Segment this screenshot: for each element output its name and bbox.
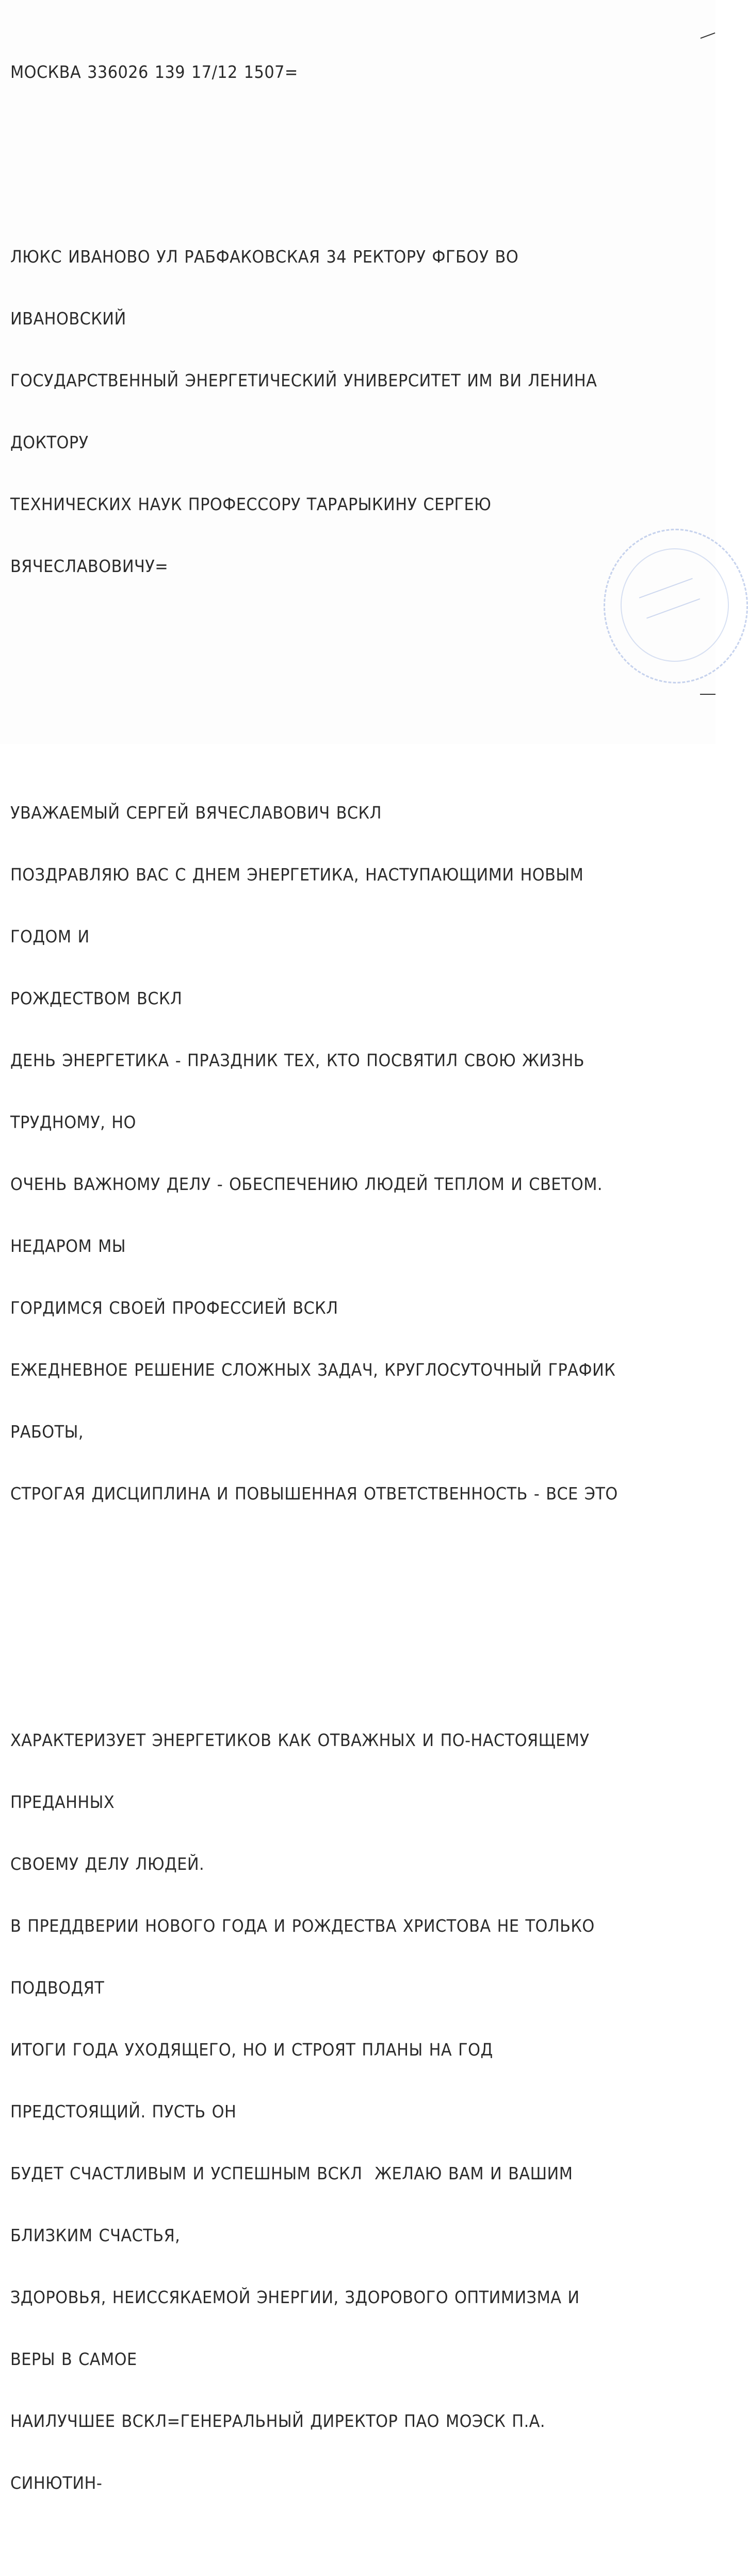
address-line: ВЯЧЕСЛАВОВИЧУ= <box>10 556 169 576</box>
message-body-part1 <box>10 761 648 1545</box>
message-line: ОЧЕНЬ ВАЖНОМУ ДЕЛУ - ОБЕСПЕЧЕНИЮ ЛЮДЕЙ ТЕПЛОМ И СВЕТОМ. <box>10 1174 603 1194</box>
blank-line <box>10 1607 648 1627</box>
address-line: ЛЮКС ИВАНОВО УЛ РАБФАКОВСКАЯ 34 РЕКТОРУ ФГБОУ ВО <box>10 247 519 267</box>
message-line: ПРЕДСТОЯЩИЙ. ПУСТЬ ОН <box>10 2101 237 2122</box>
message-line: ПРЕДАННЫХ <box>10 1792 115 1812</box>
telegram-text <box>10 21 648 2576</box>
message-line: ПОЗДРАВЛЯЮ ВАС С ДНЕМ ЭНЕРГЕТИКА, НАСТУПАЮЩИМИ НОВЫМ <box>10 865 584 885</box>
message-line: РАБОТЫ, <box>10 1422 84 1442</box>
telegram-header: МОСКВА 336026 139 17/12 1507= <box>10 62 298 82</box>
address-line: ДОКТОРУ <box>10 432 89 452</box>
message-line: БЛИЗКИМ СЧАСТЬЯ, <box>10 2225 181 2245</box>
message-line: ДЕНЬ ЭНЕРГЕТИКА - ПРАЗДНИК ТЕХ, КТО ПОСВЯТИЛ СВОЮ ЖИЗНЬ <box>10 1050 585 1070</box>
address-line: ИВАНОВСКИЙ <box>10 308 126 329</box>
message-line: ВЕРЫ В САМОЕ <box>10 2349 137 2369</box>
message-line: ГОДОМ И <box>10 926 90 947</box>
message-line: ЕЖЕДНЕВНОЕ РЕШЕНИЕ СЛОЖНЫХ ЗАДАЧ, КРУГЛОСУТОЧНЫЙ ГРАФИК <box>10 1360 616 1380</box>
message-line: В ПРЕДДВЕРИИ НОВОГО ГОДА И РОЖДЕСТВА ХРИСТОВА НЕ ТОЛЬКО <box>10 1916 595 1936</box>
address-line: ТЕХНИЧЕСКИХ НАУК ПРОФЕССОРУ ТАРАРЫКИНУ СЕРГЕЮ <box>10 494 492 514</box>
message-body-part2 <box>10 1689 648 2535</box>
signature-line: НАИЛУЧШЕЕ ВСКЛ=ГЕНЕРАЛЬНЫЙ ДИРЕКТОР ПАО МОЭСК П.А. <box>10 2411 546 2431</box>
signature-name: СИНЮТИН- <box>10 2473 103 2493</box>
address-line: ГОСУДАРСТВЕННЫЙ ЭНЕРГЕТИЧЕСКИЙ УНИВЕРСИТЕТ ИМ ВИ ЛЕНИНА <box>10 370 597 390</box>
message-line: ХАРАКТЕРИЗУЕТ ЭНЕРГЕТИКОВ КАК ОТВАЖНЫХ И ПО-НАСТОЯЩЕМУ <box>10 1730 590 1750</box>
message-line: ТРУДНОМУ, НО <box>10 1112 136 1132</box>
message-line: НЕДАРОМ МЫ <box>10 1236 126 1256</box>
edge-mark <box>700 694 716 695</box>
blank-line <box>10 680 648 699</box>
blank-line <box>10 124 648 143</box>
address-block <box>10 205 648 618</box>
message-line: ГОРДИМСЯ СВОЕЙ ПРОФЕССИЕЙ ВСКЛ <box>10 1298 338 1318</box>
message-line: РОЖДЕСТВОМ ВСКЛ <box>10 988 183 1008</box>
message-line: СВОЕМУ ДЕЛУ ЛЮДЕЙ. <box>10 1854 205 1874</box>
message-line: ЗДОРОВЬЯ, НЕИССЯКАЕМОЙ ЭНЕРГИИ, ЗДОРОВОГО ОПТИМИЗМА И <box>10 2287 580 2307</box>
message-line: СТРОГАЯ ДИСЦИПЛИНА И ПОВЫШЕННАЯ ОТВЕТСТВЕННОСТЬ - ВСЕ ЭТО <box>10 1483 618 1504</box>
message-line: ИТОГИ ГОДА УХОДЯЩЕГО, НО И СТРОЯТ ПЛАНЫ НА ГОД <box>10 2040 493 2060</box>
message-line: ПОДВОДЯТ <box>10 1978 105 1998</box>
message-line: БУДЕТ СЧАСТЛИВЫМ И УСПЕШНЫМ ВСКЛ ЖЕЛАЮ ВАМ И ВАШИМ <box>10 2163 573 2183</box>
edge-mark <box>701 32 716 39</box>
message-line: УВАЖАЕМЫЙ СЕРГЕЙ ВЯЧЕСЛАВОВИЧ ВСКЛ <box>10 803 382 823</box>
